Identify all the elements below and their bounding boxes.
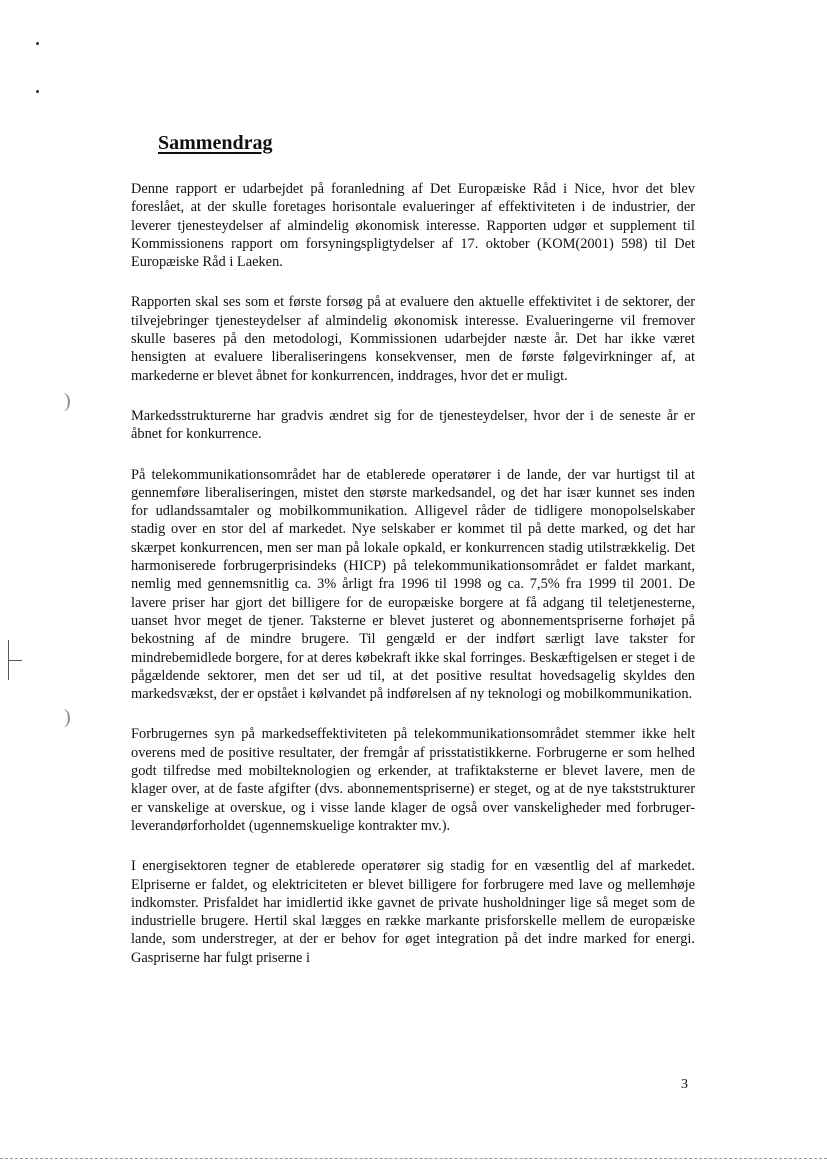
scan-speck <box>36 42 39 45</box>
body-text <box>131 180 695 989</box>
paragraph-5: Forbrugernes syn på markedseffektiviteten på telekommunikationsområdet stemmer ikke helt overens med de positive resultater, der fremgår af prisstatistikkerne. Forbrugerne er som helhed godt tilfredse med mobilteknologien og erkender, at trafiktaksterne er blevet lavere, men de klager over, at de faste afgifter (dvs. abonnementspriserne) er steget, og at de nye takststrukturer er vanskelige at overskue, og i visse lande klager de også over vanskeligheder med forbruger-leverandørforholdet (ugennemskuelige kontrakter mv.). <box>131 726 695 834</box>
scan-bracket-mark: ) <box>64 390 71 412</box>
paragraph-1: Denne rapport er udarbejdet på foranledning af Det Europæiske Råd i Nice, hvor det blev foreslået, at der skulle foretages horisontale evalueringer af effektiviteten i de industrier, der leverer tjenesteydelser af almindelig økonomisk interesse. Rapporten udgør et supplement til Kommissionens rapport om forsyningspligtydelser af 17. oktober (KOM(2001) 598) til Det Europæiske Råd i Laeken. <box>131 181 695 271</box>
scan-speck <box>36 90 39 93</box>
paragraph-3: Markedsstrukturerne har gradvis ændret sig for de tjenesteydelser, hvor der i de seneste år er åbnet for konkurrence. <box>131 407 695 443</box>
scan-margin-mark <box>8 660 22 661</box>
paragraph-6: I energisektoren tegner de etablerede operatører sig stadig for en væsentlig del af markedet. Elpriserne er faldet, og elektriciteten er blevet billigere for forbrugere med lave og mellemhøje indkomster. Prisfaldet har imidlertid ikke gavnet de private husholdninger lige så meget som de industrielle brugere. Hertil skal lægges en række markante prisforskelle mellem de europæiske lande, som understreger, at der er behov for øget integration på det indre marked for energi. Gaspriserne har fulgt priserne i <box>131 858 695 966</box>
scan-bottom-edge <box>0 1158 827 1159</box>
scan-bracket-mark: ) <box>64 706 71 728</box>
paragraph-4: På telekommunikationsområdet har de etablerede operatører i de lande, der var hurtigst til at gennemføre liberaliseringen, mistet den største markedsandel, og det har især kunnet ses inden for udlandssamtaler og mobilkommunikation. Alligevel råder de tidligere monopolselskaber stadig over en stor del af markedet. Nye selskaber er kommet til på dette marked, og det har skærpet konkurrencen, men ser man på lokale opkald, er konkurrencen stadig utilstrækkelig. Det harmoniserede forbrugerprisindeks (HICP) på telekommunikationsområdet er faldet markant, nemlig med gennemsnitlig ca. 3% årligt fra 1996 til 1998 og ca. 7,5% fra 1999 til 2001. De lavere priser har gjort det billigere for de europæiske borgere at få adgang til teletjenesterne, uanset hvor meget de tjener. Taksterne er blevet justeret og abonnementspriserne forhøjet på bekostning af de mindre brugere. Til gengæld er der indført særligt lave takster for mindrebemidlede borgere, for at deres købekraft ikke skal forringes. Beskæftigelsen er steget i de pågældende sektorer, men det ser ud til, at det positive resultat hovedsagelig skyldes den markedsvækst, der er opstået i kølvandet på indførelsen af ny teknologi og mobilkommunikation. <box>131 466 695 703</box>
page-number: 3 <box>681 1077 688 1092</box>
page-title: Sammendrag <box>158 132 273 154</box>
paragraph-2: Rapporten skal ses som et første forsøg på at evaluere den aktuelle effektivitet i de sektorer, der tilvejebringer tjenesteydelser af almindelig økonomisk interesse. Evalueringerne vil fremover skulle baseres på den metodologi, Kommissionen udarbejder næste år. Det har ikke været hensigten at evaluere liberaliseringens konsekvenser, men de første følgevirkninger af, at markederne er blevet åbnet for konkurrencen, inddrages, hvor det er muligt. <box>131 294 695 384</box>
